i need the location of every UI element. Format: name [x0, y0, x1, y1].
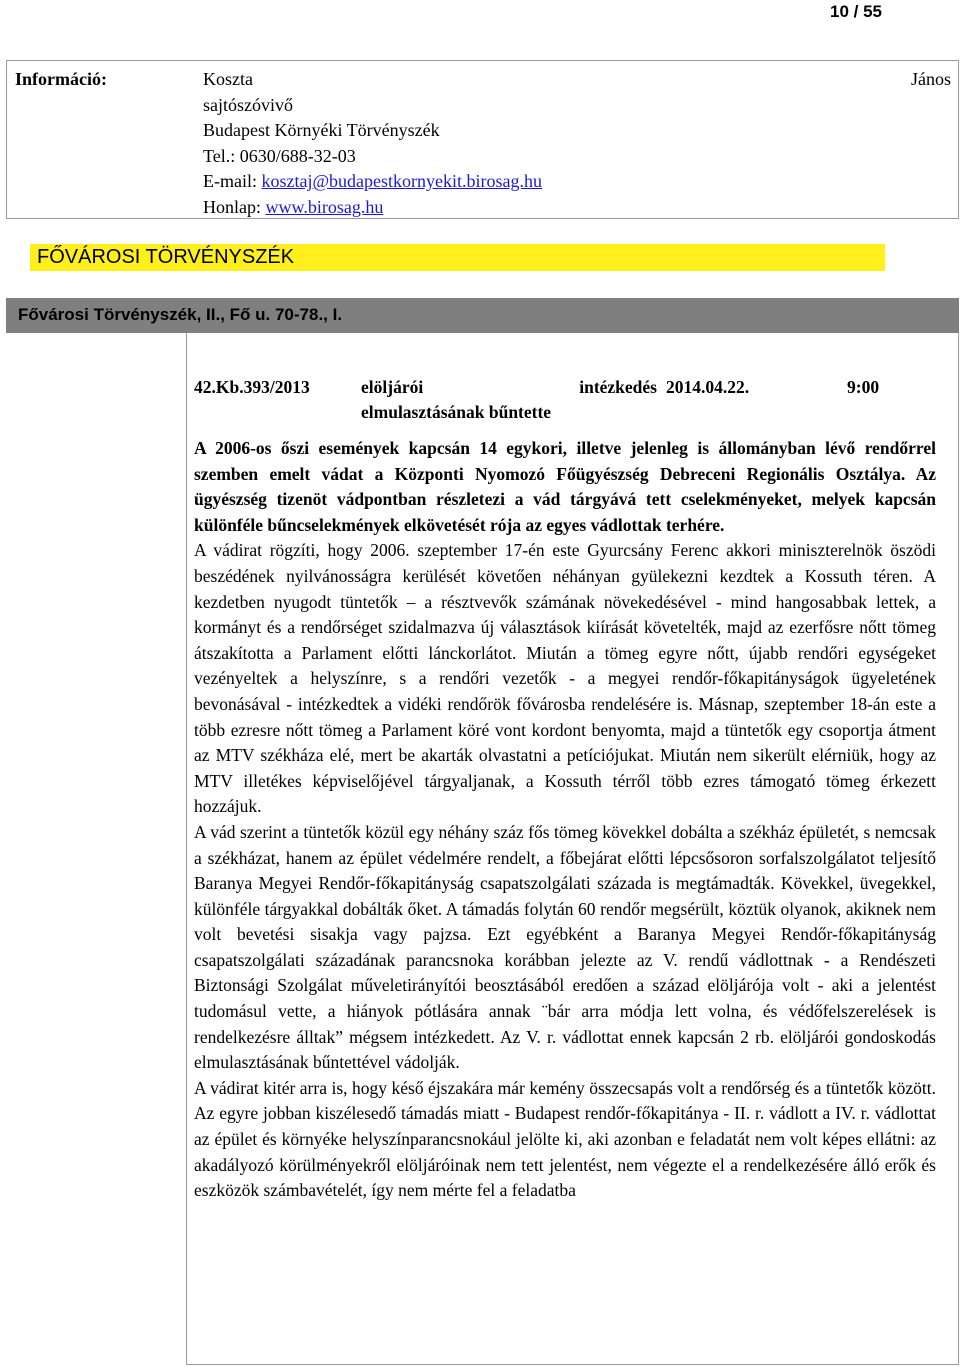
contact-surname: Koszta: [203, 69, 253, 89]
email-label: E-mail:: [203, 171, 262, 191]
contact-web-row: [203, 195, 951, 221]
case-header-row: [187, 375, 958, 425]
case-time: 9:00: [847, 377, 880, 397]
case-number: 42.Kb.393/2013: [194, 377, 310, 397]
paragraph-4: A vádirat kitér arra is, hogy késő éjszakára már kemény összecsapás volt a rendőrség és a tüntetők között. Az egyre jobban kiszélesedő támadás miatt - Budapest rendőr-főkapitánya - II. r. vádlott a IV. r. vádlottat az épület és környéke helyszínparancsnokául jelölte ki, aki azonban e feladatát nem volt képes ellátni: az akadályozó körülményekről elöljáróinak nem tett jelentést, nem végezte el a rendelkezésére álló erők és eszközök számbavételét, így nem mérte fel a feladatba: [194, 1077, 936, 1201]
case-subject-word-2: intézkedés: [579, 377, 657, 397]
court-heading: FŐVÁROSI TÖRVÉNYSZÉK: [30, 244, 885, 271]
page-number: 10 / 55: [830, 2, 882, 21]
email-link[interactable]: kosztaj@budapestkornyekit.birosag.hu: [261, 171, 543, 191]
info-label: Információ:: [15, 69, 107, 89]
case-subject-line-1: [361, 375, 657, 400]
contact-given-name: János: [911, 69, 951, 89]
paragraph-1: [194, 436, 936, 538]
contact-phone: Tel.: 0630/688-32-03: [203, 145, 356, 166]
case-subject-line-2: elmulasztásának bűntette: [361, 402, 552, 422]
contact-info-table: [6, 60, 959, 219]
court-address: Fővárosi Törvényszék, II., Fő u. 70-78., I.: [6, 298, 959, 333]
contact-court: Budapest Környéki Törvényszék: [203, 120, 440, 140]
website-link[interactable]: www.birosag.hu: [265, 196, 384, 217]
case-subject: [361, 375, 657, 425]
contact-email-row: [203, 169, 951, 195]
contact-role: sajtószóvivő: [203, 94, 293, 115]
paragraph-1-part-a: A 2006-os őszi események kapcsán 14 egykori, illetve jelenleg is állományban lévő rendőrrel szemben emelt vádat a Központi Nyomozó Főügyészség Debreceni Regionális Osztálya.: [194, 438, 936, 484]
web-label: Honlap:: [203, 196, 266, 217]
case-date: 2014.04.22.: [666, 377, 750, 397]
contact-name-row: [203, 67, 951, 93]
contact-details: [203, 67, 951, 220]
case-subject-word-1: elöljárói: [361, 377, 424, 397]
paragraph-3: A vád szerint a tüntetők közül egy néhány száz fős tömeg kövekkel dobálta a székház épületét, s nemcsak a székházat, hanem az épület védelmére rendelt, a főbejárat előtti lépcsősoron sorfalszolgálatot teljesítő Baranya Megyei Rendőr-főkapitányság csapatszolgálati százada is megtámadták. Kövekkel, üvegekkel, különféle tárgyakkal dobálták őket. A támadás folytán 60 rendőr megsérült, köztük olyanok, akiknek nem volt bevetési sisakja vagy pajzsa. Ezt egyébként a Baranya Megyei Rendőr-főkapitányság csapatszolgálati századának parancsnoka korábban jelezte az V. rendű vádlottnak - a Rendészeti Biztonsági Szolgálat műveletirányítói beosztásából eredően a század elöljárója volt - aki a jelentést tudomásul vette, a hiányok pótlására annak ¨bár arra módja lett volna, és védőfelszerelések is rendelkezésre álltak” mégsem intézkedett. Az V. r. vádlottat ennek kapcsán 2 rb. elöljárói gondoskodás elmulasztásának bűntettével vádolják.: [194, 821, 936, 1073]
case-box: [186, 333, 959, 1365]
case-description: [194, 436, 936, 1204]
paragraph-1-part-b: Az ügyészség tizenöt vádpontban részletezi a vád tárgyává tett cselekményeket, melyek kapcsán különféle bűncselekmények elkövetését rója az egyes vádlottak terhére.: [194, 463, 936, 535]
paragraph-2: A vádirat rögzíti, hogy 2006. szeptember 17-én este Gyurcsány Ferenc akkori miniszterelnök öszödi beszédének nyilvánosságra kerülését követően néhányan gyülekezni kezdtek a Kossuth téren. A kezdetben nyugodt tüntetők – a résztvevők számának növekedésével - mind hangosabbak lettek, a kormányt és a rendőrséget szidalmazva új választások kiírását követelték, majd az ezerfősre nőtt tömeg átszakította a Parlament előtti lánckorlátot. Miután a tömeg egyre nőtt, újabb rendőri egységeket vezényeltek a helyszínre, s a rendőri vezetők - a megyei rendőr-főkapitányságok ügyeletének bevonásával - intézkedtek a vidéki rendőrök fővárosba rendelésére is. Másnap, szeptember 18-án este a több ezresre nőtt tömeg a Parlament köré vont kordont benyomta, majd a tüntetők egy csoportja átment az MTV székháza elé, mert be akarták olvastatni a petíciójukat. Miután nem sikerült elérniük, hogy az MTV illetékes képviselőjével tárgyaljanak, a Kossuth térről több ezres támogató tömeg érkezett hozzájuk.: [194, 540, 936, 817]
